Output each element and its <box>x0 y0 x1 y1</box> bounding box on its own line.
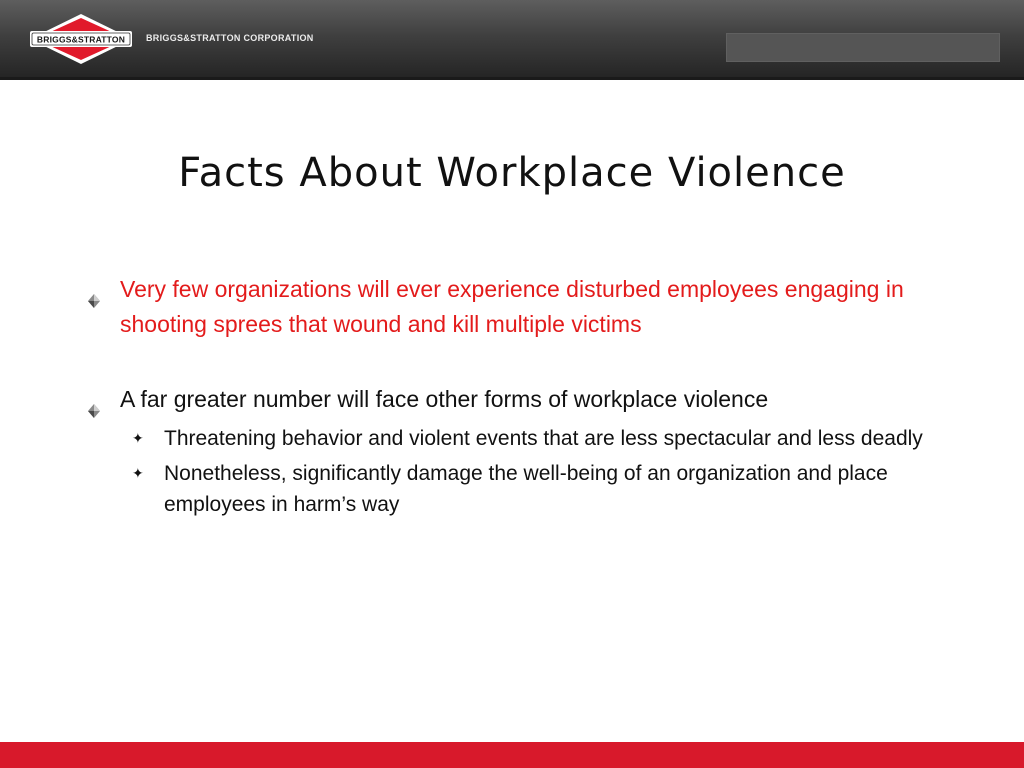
subbullet-text: Threatening behavior and violent events that are less spectacular and less deadly <box>164 427 923 450</box>
bullet-item <box>84 382 954 417</box>
subbullet-item <box>84 458 954 520</box>
bullet-item <box>84 272 954 342</box>
briggs-stratton-logo <box>26 12 136 66</box>
slide-title: Facts About Workplace Violence <box>178 150 846 196</box>
header-placeholder-box <box>726 33 1000 62</box>
bullet-text: Very few organizations will ever experience disturbed employees engaging in shooting sprees that wound and kill multiple victims <box>120 276 904 337</box>
slide-content <box>84 272 954 520</box>
corporation-name: BRIGGS&STRATTON CORPORATION <box>146 33 314 43</box>
four-point-star-icon: ✦ <box>132 465 144 481</box>
footer-bar <box>0 742 1024 768</box>
four-point-star-icon: ✦ <box>132 430 144 446</box>
diamond-bullet-icon <box>88 393 100 407</box>
bullet-text: A far greater number will face other forms of workplace violence <box>120 386 769 412</box>
header-bar <box>0 0 1024 80</box>
diamond-bullet-icon <box>88 283 100 297</box>
subbullet-item <box>84 423 954 454</box>
svg-text:BRIGGS&STRATTON: BRIGGS&STRATTON <box>36 34 126 45</box>
subbullet-text: Nonetheless, significantly damage the well-being of an organization and place employees in harm’s way <box>164 462 888 516</box>
